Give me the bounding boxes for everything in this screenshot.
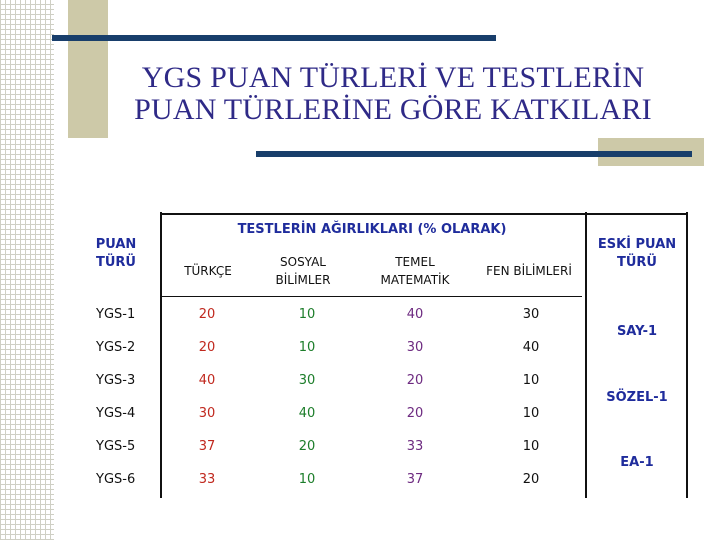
col-header-sosyal-line-2: BİLİMLER: [275, 273, 331, 287]
cell-temel: 30: [406, 340, 424, 355]
eski-header-line-1: ESKİ PUAN: [597, 237, 677, 252]
col-header-turkce: [168, 262, 248, 280]
row-name: YGS-3: [96, 373, 136, 388]
cell-temel: 37: [406, 472, 424, 487]
row-name: YGS-4: [96, 406, 136, 421]
row-name: YGS-5: [96, 439, 136, 454]
cell-temel: 40: [406, 307, 424, 322]
group-header: TESTLERİN AĞIRLIKLARI (% OLARAK): [237, 222, 507, 237]
col-header-temel-line-1: TEMEL: [395, 255, 435, 269]
cell-turkce: 20: [198, 340, 216, 355]
cell-turkce: 33: [198, 472, 216, 487]
col-header-sosyal-line-1: SOSYAL: [280, 255, 326, 269]
col-header-sosyal: [253, 253, 353, 289]
cell-fen: 10: [522, 406, 540, 421]
row-name: YGS-2: [96, 340, 136, 355]
cell-sosyal: 20: [298, 439, 316, 454]
puan-turu-header-line-1: PUAN: [95, 237, 137, 252]
col-header-turkce-line-1: TÜRKÇE: [184, 264, 232, 278]
header-bottom-border: [162, 296, 582, 297]
cell-fen: 20: [522, 472, 540, 487]
cell-fen: 40: [522, 340, 540, 355]
col-header-temel: [360, 253, 470, 289]
cell-sosyal: 10: [298, 472, 316, 487]
eski-ea-1: EA-1: [620, 455, 654, 470]
cell-sosyal: 30: [298, 373, 316, 388]
cell-fen: 10: [522, 439, 540, 454]
col-header-fen-line-1: FEN BİLİMLERİ: [486, 264, 572, 278]
cell-fen: 10: [522, 373, 540, 388]
cell-turkce: 40: [198, 373, 216, 388]
cell-sosyal: 10: [298, 340, 316, 355]
col-header-fen: [474, 262, 584, 280]
row-name: YGS-1: [96, 307, 136, 322]
cell-temel: 33: [406, 439, 424, 454]
eski-header-line-2: TÜRÜ: [617, 255, 657, 270]
cell-turkce: 30: [198, 406, 216, 421]
slide-title: [106, 62, 680, 126]
decor-bar-top: [52, 35, 496, 41]
puan-turu-header-line-2: TÜRÜ: [96, 255, 136, 270]
decor-box-top: [68, 0, 108, 138]
eski-say-1: SAY-1: [616, 324, 658, 339]
checkered-sidebar: [0, 0, 54, 540]
table-top-border: [162, 213, 688, 215]
decor-bar-right: [256, 151, 692, 157]
eski-puan-header: [590, 236, 684, 272]
col-header-temel-line-2: MATEMATİK: [380, 273, 450, 287]
row-name: YGS-6: [96, 472, 136, 487]
cell-sosyal: 10: [298, 307, 316, 322]
cell-temel: 20: [406, 406, 424, 421]
eski-sozel-1: SÖZEL-1: [606, 390, 668, 405]
table-left-border: [160, 212, 162, 498]
title-line-2: PUAN TÜRLERİNE GÖRE KATKILARI: [134, 93, 652, 126]
cell-fen: 30: [522, 307, 540, 322]
cell-temel: 20: [406, 373, 424, 388]
table-right-border: [585, 212, 587, 498]
puan-turu-header: [88, 236, 144, 272]
table-eski-border: [686, 212, 688, 498]
cell-turkce: 37: [198, 439, 216, 454]
cell-turkce: 20: [198, 307, 216, 322]
title-line-1: YGS PUAN TÜRLERİ VE TESTLERİN: [141, 61, 645, 94]
cell-sosyal: 40: [298, 406, 316, 421]
